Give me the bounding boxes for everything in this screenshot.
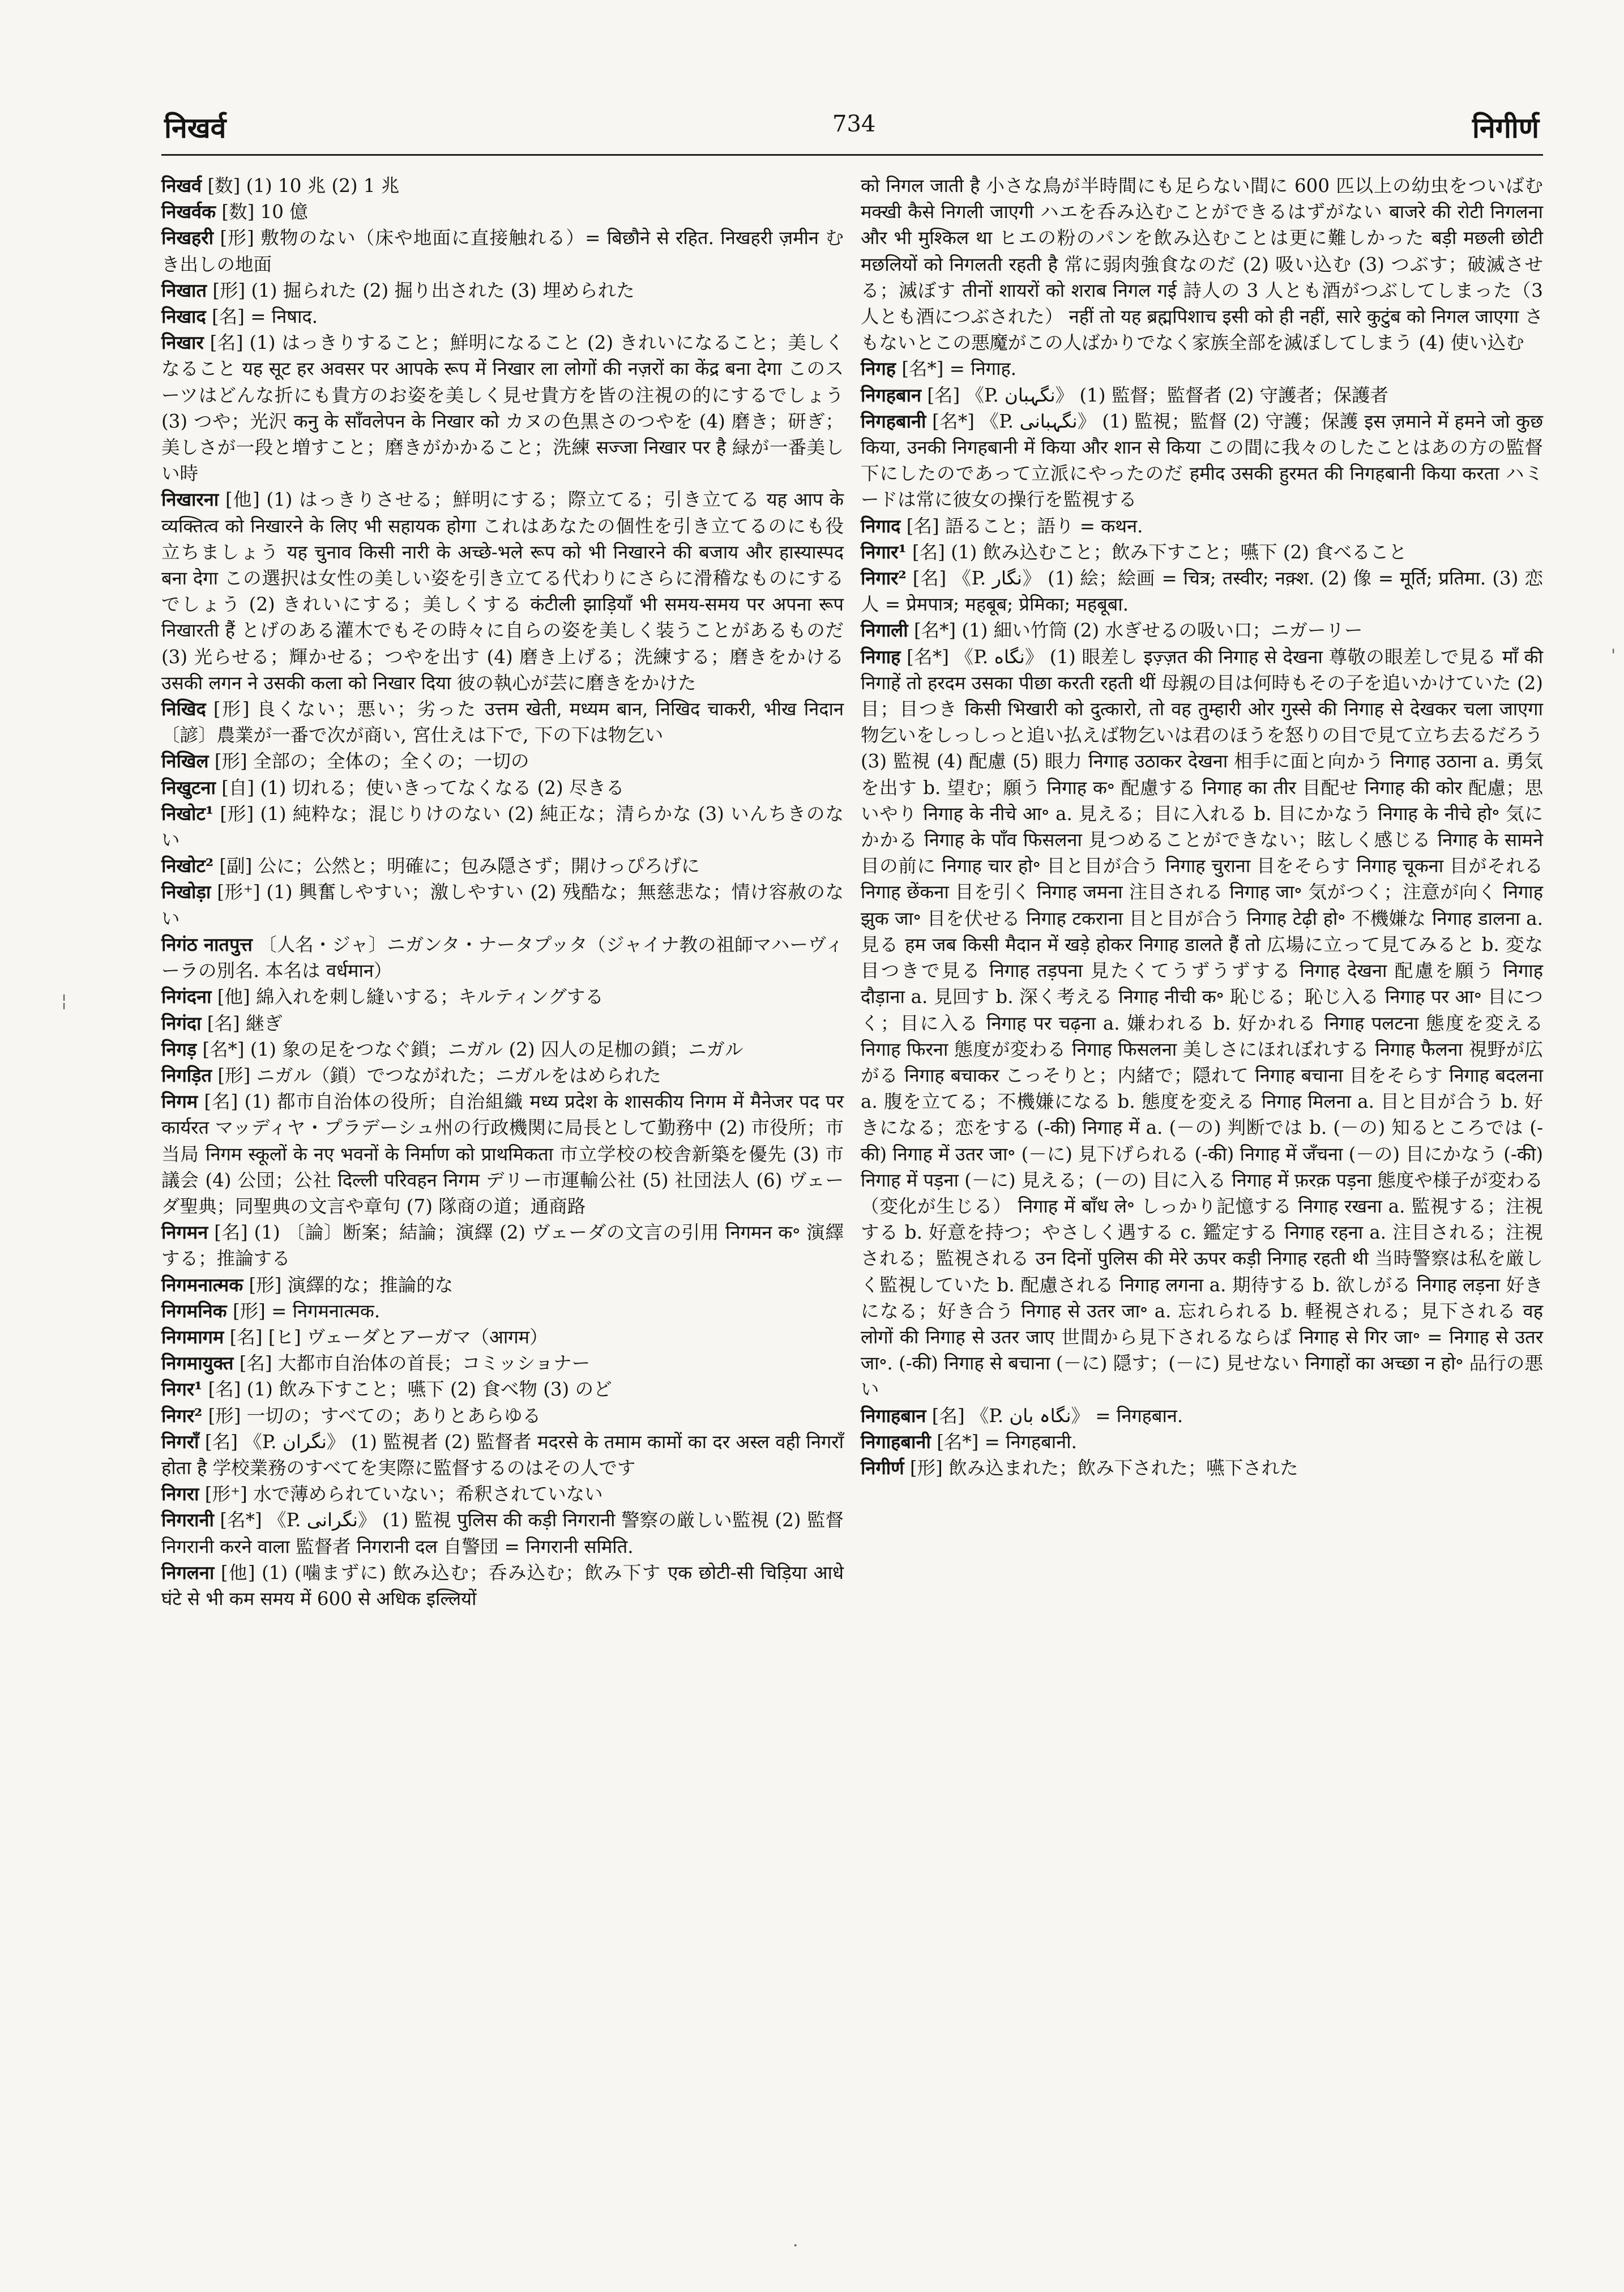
headword: निगीर्ण	[861, 1456, 904, 1479]
headword: निगमायुक्त	[161, 1352, 234, 1375]
headword: निखात	[161, 279, 207, 301]
headword: निगाहबानी	[861, 1430, 931, 1453]
dictionary-entry	[861, 1455, 1543, 1481]
entry-definition: [名*] (1) 象の足をつなぐ鎖；ニガル (2) 囚人の足枷の鎖；ニガル	[196, 1038, 743, 1060]
entry-definition: [形⁺] 水で薄められていない；希釈されていない	[199, 1483, 603, 1505]
right-column-entries	[861, 356, 1543, 1481]
dictionary-entry	[161, 486, 844, 696]
headword: निगाहबान	[861, 1404, 926, 1427]
dictionary-entry	[161, 1272, 844, 1298]
entry-definition: [形] 良くない；悪い；劣った उत्तम खेती, मध्यम बान, निखिद चाकरी, भीख निदान 〔諺〕農業が一番で次が商い, 宮仕えは下で, 下の下は物乞い	[161, 698, 844, 746]
margin-mark: '	[1611, 646, 1616, 665]
entry-definition: [名] 語ること；語り = कथन.	[900, 515, 1143, 537]
headword: निगंदा	[161, 1011, 202, 1034]
headword: निगह	[861, 357, 896, 380]
headword: निगड़ित	[161, 1064, 212, 1086]
dictionary-entry	[161, 696, 844, 748]
entry-definition: [形] 敷物のない（床や地面に直接触れる）= बिछौने से रहित. निखहरी ज़मीन むき出しの地面	[161, 227, 844, 275]
left-guide-word: निखर्व	[164, 111, 226, 144]
headword: निखोट¹	[161, 802, 214, 825]
entry-definition: [名] (1) 〔論〕断案；結論；演繹 (2) ヴェーダの文言の引用 निगमन क॰ 演繹する；推論する	[161, 1222, 844, 1270]
entry-definition: [名] 《P. نگاہ بان》 = निगहबान.	[926, 1405, 1183, 1427]
entry-definition: [名] = निषाद.	[206, 306, 318, 328]
dictionary-entry	[161, 879, 844, 931]
headword: निगलना	[161, 1561, 215, 1584]
header-rule	[161, 154, 1543, 156]
headword: निगंदना	[161, 985, 212, 1008]
entry-definition: [他] (1) (噛まずに) 飲み込む；呑み込む；飲み下す एक छोटी-सी चिड़िया आधे घंटे से भी कम समय में 600 से अधिक इल्लियों	[161, 1561, 844, 1610]
dictionary-entry	[161, 278, 844, 304]
headword: निगंठ नातपुत्त	[161, 933, 253, 955]
margin-mark: ¦	[61, 991, 67, 1011]
dictionary-entry	[861, 539, 1543, 565]
entry-definition: [名*] = निगहबानी.	[930, 1431, 1077, 1453]
entry-definition: [名] 継ぎ	[201, 1012, 283, 1034]
dictionary-entry	[161, 932, 844, 984]
dictionary-entry	[161, 225, 844, 277]
dictionary-entry	[161, 304, 844, 330]
dictionary-entry	[861, 1403, 1543, 1429]
headword: निखर्व	[161, 174, 202, 197]
entry-definition: [形] 飲み込まれた；飲み下された；嚥下された	[904, 1457, 1298, 1479]
dictionary-entry	[861, 408, 1543, 513]
headword: निगाली	[861, 619, 908, 642]
dictionary-entry	[161, 1324, 844, 1350]
right-guide-word: निगीर्ण	[1472, 111, 1539, 144]
entry-definition: [名*] (1) 細い竹筒 (2) 水ぎせるの吸い口；ニガーリー	[908, 620, 1363, 642]
dictionary-entry	[161, 984, 844, 1010]
dictionary-entry	[161, 1089, 844, 1219]
dictionary-entry	[161, 330, 844, 486]
headword: निगार²	[861, 567, 907, 590]
headword: निखोट²	[161, 855, 214, 877]
headword: निगहबान	[861, 383, 922, 406]
dictionary-entry	[161, 801, 844, 853]
headword: निगरा	[161, 1483, 199, 1505]
entry-definition: [数] (1) 10 兆 (2) 1 兆	[202, 175, 400, 197]
dictionary-entry	[161, 775, 844, 801]
entry-definition: [形] (1) 純粋な；混じりけのない (2) 純正な；清らかな (3) いんちきのない	[161, 803, 844, 851]
headword: निखोड़ा	[161, 881, 211, 903]
dictionary-entry	[161, 1219, 844, 1271]
dictionary-entry	[161, 748, 844, 774]
entry-definition: [名] 《P. نگہبان》 (1) 監督；監督者 (2) 守護者；保護者	[921, 384, 1389, 406]
dictionary-entry	[861, 644, 1543, 1403]
dictionary-entry	[161, 1507, 844, 1559]
entry-definition: [名] (1) 飲み下すこと；嚥下 (2) 食べ物 (3) のど	[202, 1378, 612, 1401]
page-number: 734	[832, 111, 876, 137]
entry-definition: [名*] 《P. نگرانی》 (1) 監視 पुलिस की कड़ी निगरानी 警察の厳しい監視 (2) 監督 निगरानी करने वाला 監督者 निगरानी दल 自警団 = निगरानी समिति.	[161, 1509, 844, 1557]
headword: निगर²	[161, 1404, 203, 1427]
left-column	[161, 173, 844, 1612]
entry-definition: [他] (1) はっきりさせる；鮮明にする；際立てる；引き立てる यह आप के व्यक्तित्व को निखारने के लिए भी सहायक होगा これはあなたの個性を引き立てるのにも役立ちましょう यह चुनाव किसी नारी के अच्छे-भले रूप को भी निखारने की बजाय और हास्यास्पद बना देगा この選択は女性の美しい姿を引き立てる代わりにさらに滑稽なものにするでしょう (2) きれいにする；美しくする कंटीली झाड़ियाँ भी समय-समय पर अपना रूप निखारती हैं とげのある灌木でもその時々に自らの姿を美しく装うことがあるものだ (3) 光らせる；輝かせる；つやを出す (4) 磨き上げる；洗練する；磨きをかける उसकी लगन ने उसकी कला को निखार दिया 彼の執心が芸に磨きをかけた	[161, 489, 844, 694]
entry-definition: [数] 10 億	[216, 201, 308, 223]
headword: निगार¹	[861, 540, 907, 563]
headword: निगर¹	[161, 1378, 203, 1401]
entry-definition: [名] 大都市自治体の首長；コミッショナー	[233, 1352, 591, 1375]
dictionary-entry	[161, 1036, 844, 1062]
headword: निगरानी	[161, 1509, 214, 1531]
headword: निगमनिक	[161, 1299, 227, 1322]
entry-definition: [形] 演繹的な；推論的な	[243, 1274, 454, 1296]
headword: निगमन	[161, 1221, 208, 1244]
headword: निगमागम	[161, 1325, 224, 1348]
dictionary-entry	[161, 853, 844, 879]
dictionary-entry	[161, 1376, 844, 1402]
dictionary-entry	[161, 1010, 844, 1036]
headword: निगहबानी	[861, 409, 926, 432]
headword: निखहरी	[161, 227, 214, 249]
dictionary-entry	[161, 1403, 844, 1429]
dictionary-entry	[861, 513, 1543, 539]
entry-definition: 〔人名・ジャ〕ニガンタ・ナータプッタ（ジャイナ教の祖師マハーヴィーラの別名. 本名は वर्धमान）	[161, 933, 844, 982]
entry-definition: [形] ニガル（鎖）でつながれた；ニガルをはめられた	[212, 1064, 661, 1086]
dictionary-entry	[861, 1429, 1543, 1455]
headword: निखुटना	[161, 776, 216, 799]
dictionary-entry	[161, 1560, 844, 1612]
dictionary-entry	[861, 565, 1543, 617]
entry-definition: [形] 一切の；すべての；ありとあらゆる	[202, 1405, 541, 1427]
headword: निगाह	[861, 645, 901, 668]
entry-definition: [名] 《P. نگار》 (1) 絵；絵画 = चित्र; तस्वीर; नक़्श. (2) 像 = मूर्ति; प्रतिमा. (3) 恋人 = प्रेमपात्र; महबूब; प्रेमिका; महबूबा.	[861, 567, 1544, 616]
entry-definition: [名*] = निगाह.	[896, 358, 1017, 380]
headword: निगड़	[161, 1038, 197, 1060]
entry-definition: [形⁺] (1) 興奮しやすい；激しやすい (2) 残酷な；無慈悲な；情け容赦のない	[161, 881, 844, 929]
headword: निगाद	[861, 514, 901, 537]
headword: निखिद	[161, 698, 206, 720]
entry-definition: [自] (1) 切れる；使いきってなくなる (2) 尽きる	[215, 776, 625, 799]
headword: निगम	[161, 1090, 198, 1113]
entry-definition: [名*] 《P. نگہبانی》 (1) 監視；監督 (2) 守護；保護 इस ज़माने में हमने जो कुछ किया, उनकी निगहबानी में किया और शान से किया この間に我々のしたことはあの方の監督下にしたのであって立派にやったのだ हमीद उसकी हुरमत की निगहबानी किया करता ハミードは常に彼女の操行を監視する	[861, 410, 1543, 511]
margin-mark: ·	[793, 2236, 798, 2256]
entry-definition: [形] = निगमनात्मक.	[226, 1300, 381, 1322]
headword: निखारना	[161, 488, 219, 511]
entry-definition: [他] 綿入れを刺し縫いする；キルティングする	[211, 986, 604, 1008]
entry-definition: [名] [ヒ] ヴェーダとアーガマ（आगम）	[224, 1326, 548, 1348]
right-column	[861, 173, 1543, 1481]
entry-definition: [名] (1) 都市自治体の役所；自治組織 मध्य प्रदेश के शासकीय निगम में मैनेजर पद पर कार्यरत マッディヤ・プラデーシュ州の行政機関に局長として勤務中 (2) 市役所；市当局 निगम स्कूलों के नए भवनों के निर्माण को प्राथमिकता 市立学校の校舎新築を優先 (3) 市議会 (4) 公団；公社 दिल्ली परिवहन निगम デリー市運輸公社 (5) 社団法人 (6) ヴェーダ聖典；同聖典の文言や章句 (7) 隊商の道；通商路	[161, 1091, 844, 1217]
dictionary-entry	[161, 1481, 844, 1507]
dictionary-entry	[861, 356, 1543, 382]
headword: निगमनात्मक	[161, 1273, 243, 1296]
headword: निखार	[161, 331, 204, 354]
entry-definition: [形] (1) 掘られた (2) 掘り出された (3) 埋められた	[206, 279, 635, 301]
entry-definition: [名] (1) はっきりすること；鮮明になること (2) きれいになること；美しくなること यह सूट हर अवसर पर आपके रूप में निखार ला लोगों की नज़रों का केंद्र बना देगा このスーツはどんな折にも貴方のお姿を美しく見せ貴方を皆の注視の的にするでしょう (3) つや；光沢 कनु के साँवलेपन के निखार को カヌの色黒さのつやを (4) 磨き；研ぎ；美しさが一段と増すこと；磨きがかかること；洗練 सज्जा निखार पर है 緑が一番美しい時	[161, 332, 844, 485]
entry-definition: [名] (1) 飲み込むこと；飲み下すこと；嚥下 (2) 食べること	[906, 541, 1407, 563]
dictionary-entry	[161, 173, 844, 199]
headword: निखर्वक	[161, 200, 216, 223]
headword: निखाद	[161, 305, 206, 328]
dictionary-entry	[161, 1062, 844, 1089]
continuation-text: को निगल जाती है 小さな鳥が半時間にも足らない間に 600 匹以上の幼虫をついばむ मक्खी कैसे निगली जाएगी ハエを呑み込むことができるはずがない बाजरे की रोटी निगलना और भी मुश्किल था ヒエの粉のパンを飲み込むことは更に難しかった बड़ी मछली छोटी मछलियों को निगलती रहती है 常に弱肉強食なのだ (2) 吸い込む (3) つぶす；破滅させる；滅ぼす तीनों शायरों को शराब निगल गई 詩人の 3 人とも酒がつぶしてしまった（3 人とも酒につぶされた） नहीं तो यह ब्रह्मपिशाच इसी को ही नहीं, सारे कुटुंब को निगल जाएगा さもないとこの悪魔がこの人ばかりでなく家族全部を滅ぼしてしまう (4) 使い込む	[861, 175, 1543, 354]
page-header	[0, 108, 1624, 147]
dictionary-entry	[861, 617, 1543, 643]
dictionary-entry	[861, 382, 1543, 408]
dictionary-entry	[161, 1429, 844, 1481]
headword: निखिल	[161, 750, 209, 772]
headword: निगराँ	[161, 1430, 199, 1453]
entry-definition: [形] 全部の；全体の；全くの；一切の	[208, 750, 529, 772]
dictionary-entry	[161, 199, 844, 225]
entry-definition: [副] 公に；公然と；明確に；包み隠さず；開けっぴろげに	[213, 855, 700, 877]
dictionary-entry	[161, 1350, 844, 1376]
entry-definition: [名*] 《P. نگاه》 (1) 眼差し इज़्ज़त की निगाह से देखना 尊敬の眼差しで見る माँ की निगाहें तो हरदम उसका पीछा करती रहती थीं 母親の目は何時もその子を追いかけていた (2) 目；目つき किसी भिखारी को दुत्कारो, तो वह तुम्हारी ओर गुस्से की निगाह से देखकर चला जाएगा 物乞いをしっしっと追い払えば物乞いは君のほうを怒りの目で見て立ち去るだろう (3) 監視 (4) 配慮 (5) 眼力 निगाह उठाकर देखना 相手に面と向かう निगाह उठाना a. 勇気を出す b. 望む；願う निगाह क॰ 配慮する निगाह का तीर 目配せ निगाह की कोर 配慮；思いやり निगाह के नीचे आ॰ a. 見える；目に入れる b. 目にかなう निगाह के नीचे हो॰ 気にかかる निगाह के पाँव फिसलना 見つめることができない；眩しく感じる निगाह के सामने 目の前に निगाह चार हो॰ 目と目が合う निगाह चुराना 目をそらす निगाह चूकना 目がそれる निगाह छेंकना 目を引く निगाह जमना 注目される निगाह जा॰ 気がつく；注意が向く निगाह झुक जा॰ 目を伏せる निगाह टकराना 目と目が合う निगाह टेढ़ी हो॰ 不機嫌な निगाह डालना a. 見る हम जब किसी मैदान में खड़े होकर निगाह डालते हैं तो 広場に立って見てみると b. 変な目つきで見る निगाह तड़पना 見たくてうずうずする निगाह देखना 配慮を願う निगाह दौड़ाना a. 見回す b. 深く考える निगाह नीची क॰ 恥じる；恥じ入る निगाह पर आ॰ 目につく；目に入る निगाह पर चढ़ना a. 嫌われる b. 好かれる निगाह पलटना 態度を変える निगाह फिरना 態度が変わる निगाह फिसलना 美しさにほれぼれする निगाह फैलना 視野が広がる निगाह बचाकर こっそりと；内緒で；隠れて निगाह बचाना 目をそらす निगाह बदलना a. 腹を立てる；不機嫌になる b. 態度を変える निगाह मिलना a. 目と目が合う b. 好きになる；恋をする (-की) निगाह में a. (－の) 判断では b. (－の) 知るところでは (-की) निगाह में उतर जा॰ (－に) 見下げられる (-की) निगाह में जँचना (－の) 目にかなう (-की) निगाह में पड़ना (－に) 見える；(－の) 目に入る निगाह में फ़रक़ पड़ना 態度や様子が変わる（変化が生じる） निगाह में बाँध ले॰ しっかり記憶する निगाह रखना a. 監視する；注視する b. 好意を持つ；やさしく遇する c. 鑑定する निगाह रहना a. 注目される；注視される；監視される उन दिनों पुलिस की मेरे ऊपर कड़ी निगाह रहती थी 当時警察は私を厳しく監視していた b. 配慮される निगाह लगना a. 期待する b. 欲しがる निगाह लड़ना 好きになる；好き合う निगाह से उतर जा॰ a. 忘れられる b. 軽視される；見下される वह लोगों की निगाह से उतर जाए 世間から見下されるならば निगाह से गिर जा॰ = निगाह से उतर जा॰. (-की) निगाह से बचाना (－に) 隠す；(－に) 見せない निगाहों का अच्छा न हो॰ 品行の悪い	[861, 646, 1544, 1401]
entry-definition: [名] 《P. نگران》 (1) 監視者 (2) 監督者 मदरसे के तमाम कामों का दर अस्ल वही निगराँ होता है 学校業務のすべてを実際に監督するのはその人です	[161, 1431, 844, 1479]
dictionary-entry	[161, 1298, 844, 1324]
